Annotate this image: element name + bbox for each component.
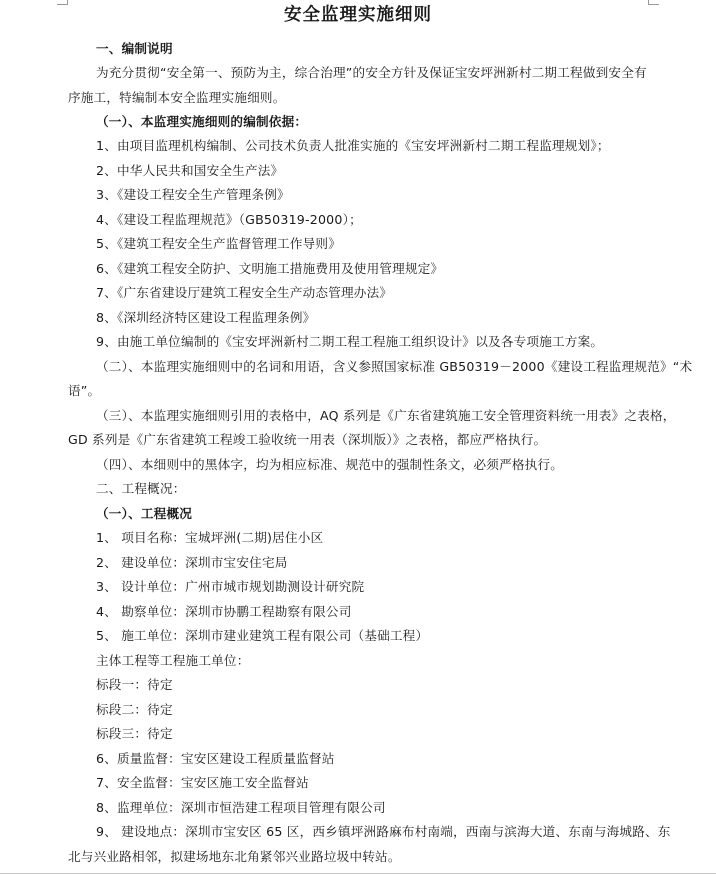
text-line: 8、《深圳经济特区建设工程监理条例》 <box>96 310 316 325</box>
text-line: 标段一：待定 <box>96 677 173 692</box>
text-line: 主体工程等工程施工单位： <box>96 653 250 668</box>
page-bottom-edge <box>0 873 716 874</box>
text-line: 6、《建筑工程安全防护、文明施工措施费用及使用管理规定》 <box>96 261 444 276</box>
text-line: 9、由施工单位编制的《宝安坪洲新村二期工程工程施工组织设计》以及各专项施工方案。 <box>96 334 604 349</box>
text-line: （三）、本监理实施细则引用的表格中，AQ 系列是《广东省建筑施工安全管理资料统一用表》之表格， <box>96 408 676 423</box>
text-line: 2、中华人民共和国安全生产法》 <box>96 163 284 178</box>
text-line: 为充分贯彻“安全第一、预防为主，综合治理”的安全方针及保证宝安坪洲新村二期工程做到安全有 <box>96 65 647 80</box>
text-line: GD 系列是《广东省建筑工程竣工验收统一用表（深圳版）》之表格，都应严格执行。 <box>68 432 547 447</box>
text-line: 1、 项目名称：宝城坪洲(二期)居住小区 <box>96 530 324 545</box>
text-line: 4、《建设工程监理规范》（GB50319-2000）； <box>96 212 362 227</box>
text-line: 标段二：待定 <box>96 702 173 717</box>
text-line: 5、《建筑工程安全生产监督管理工作导则》 <box>96 236 341 251</box>
text-line: 8、监理单位：深圳市恒浩建工程项目管理有限公司 <box>96 800 386 815</box>
text-line: 语”。 <box>68 383 101 398</box>
text-line: （一）、工程概况 <box>96 506 193 521</box>
text-line: 序施工，特编制本安全监理实施细则。 <box>68 90 286 105</box>
text-line: （二）、本监理实施细则中的名词和用语，含义参照国家标准 GB50319－2000《建设工程监理规范》“术 <box>96 359 693 374</box>
text-line: 北与兴业路相邻，拟建场地东北角紧邻兴业路垃圾中转站。 <box>68 849 401 864</box>
text-line: 7、安全监督：宝安区施工安全监督站 <box>96 775 309 790</box>
text-line: （四）、本细则中的黑体字，均为相应标准、规范中的强制性条文，必须严格执行。 <box>96 457 564 472</box>
text-line: （一）、本监理实施细则的编制依据： <box>96 114 308 129</box>
text-line: 9、 建设地点：深圳市宝安区 65 区，西乡镇坪洲路麻布村南端，西南与滨海大道、东南与海城路、东 <box>96 824 671 839</box>
document-title: 安全监理实施细则 <box>284 5 432 25</box>
text-line: 3、 设计单位：广州市城市规划勘测设计研究院 <box>96 579 365 594</box>
text-line: 一、编制说明 <box>96 41 173 56</box>
text-line: 标段三：待定 <box>96 726 173 741</box>
text-line: 2、 建设单位：深圳市宝安住宅局 <box>96 555 288 570</box>
text-line: 5、 施工单位：深圳市建业建筑工程有限公司（基础工程） <box>96 628 429 643</box>
text-line: 6、质量监督：宝安区建设工程质量监督站 <box>96 751 335 766</box>
text-line: 4、 勘察单位：深圳市协鹏工程勘察有限公司 <box>96 604 352 619</box>
text-line: 3、《建设工程安全生产管理条例》 <box>96 187 290 202</box>
text-line: 二、工程概况： <box>96 481 186 496</box>
text-line: 7、《广东省建设厅建筑工程安全生产动态管理办法》 <box>96 285 393 300</box>
text-line: 1、由项目监理机构编制、公司技术负责人批准实施的《宝安坪洲新村二期工程监理规划》； <box>96 138 610 153</box>
